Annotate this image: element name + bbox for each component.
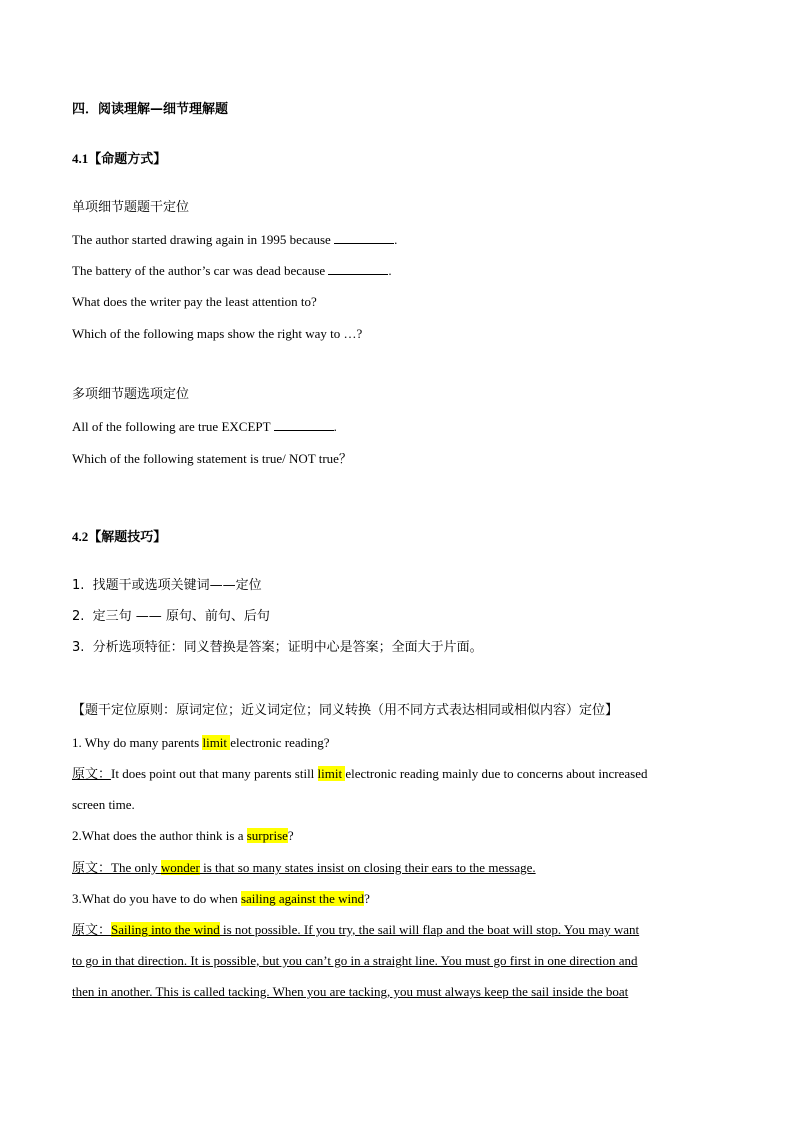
section-title: 四．阅读理解—细节理解题 — [72, 102, 229, 117]
answer-3-line-2: to go in that direction. It is possible, but you can’t go in a straight line. You must go first in one direction and — [72, 953, 638, 968]
answer-1-keyword: limit — [317, 766, 346, 781]
question-3-keyword: sailing against the wind — [240, 891, 365, 906]
section-4-2-title: 4.2【解题技巧】 — [72, 529, 167, 544]
question-3-text-end: ? — [364, 891, 370, 906]
answer-2-text: The only — [111, 860, 161, 875]
answer-3-keyword: Sailing into the wind — [111, 922, 220, 937]
question-2-text-end: ? — [287, 828, 294, 843]
answer-3-line-1 — [72, 921, 639, 940]
answer-blank — [328, 262, 388, 275]
original-text-label: 原文： — [72, 923, 112, 938]
answer-2 — [72, 859, 536, 878]
answer-blank — [334, 231, 394, 244]
single-item-1 — [72, 231, 397, 249]
answer-3-text: is not possible. If you try, the sail will flap and the boat will stop. You may want — [219, 922, 640, 937]
answer-1-text: It does point out that many parents still — [111, 766, 318, 781]
multi-item-1 — [72, 418, 337, 436]
answer-blank — [274, 418, 334, 431]
single-item-2-text: The battery of the author’s car was dead because — [72, 263, 326, 278]
single-item-4: Which of the following maps show the right way to …? — [72, 326, 363, 341]
single-detail-title: 单项细节题题干定位 — [72, 200, 190, 215]
tip-1-num: 1. — [72, 578, 85, 593]
single-item-2-tail: . — [388, 263, 392, 278]
answer-3-line-3: then in another. This is called tacking. When you are tacking, you must always keep the sail inside the boat — [72, 984, 629, 999]
locating-principle: 【题干定位原则：原词定位；近义词定位；同义转换（用不同方式表达相同或相似内容）定位】 — [72, 703, 619, 718]
question-3-text: 3.What do you have to do when — [72, 891, 241, 906]
multi-item-1-tail: . — [333, 419, 337, 434]
tip-2-num: 2. — [72, 609, 85, 624]
question-2-keyword: surprise — [246, 828, 288, 843]
multi-item-1-text: All of the following are true EXCEPT — [72, 419, 271, 434]
answer-1-line-2: screen time. — [72, 797, 135, 812]
answer-1-line-1 — [72, 765, 647, 784]
answer-1-text-end: electronic reading mainly due to concerns about increased — [345, 766, 648, 781]
single-item-1-text: The author started drawing again in 1995 because — [72, 232, 331, 247]
question-1-keyword: limit — [202, 735, 231, 750]
answer-2-keyword: wonder — [160, 860, 200, 875]
answer-2-text-end: is that so many states insist on closing their ears to the message. — [199, 860, 536, 875]
question-3 — [72, 890, 370, 908]
tip-1-text: 找题干或选项关键词——定位 — [92, 578, 262, 593]
section-4-1-title: 4.1【命题方式】 — [72, 151, 167, 166]
question-1-text: 1. Why do many parents — [72, 735, 203, 750]
single-item-2 — [72, 262, 392, 280]
single-item-1-tail: . — [394, 232, 398, 247]
question-2 — [72, 827, 294, 845]
multi-detail-title: 多项细节题选项定位 — [72, 387, 190, 402]
single-item-3: What does the writer pay the least attention to? — [72, 294, 317, 309]
tip-1 — [72, 577, 262, 595]
tip-2 — [72, 608, 270, 626]
original-text-label: 原文： — [72, 861, 112, 876]
tip-2-text: 定三句 —— 原句、前句、后句 — [92, 609, 270, 624]
multi-item-2: Which of the following statement is true/ NOT true？ — [72, 451, 352, 466]
original-text-label: 原文： — [72, 767, 112, 782]
question-2-text: 2.What does the author think is a — [72, 828, 247, 843]
tip-3 — [72, 639, 483, 657]
tip-3-num: 3. — [72, 640, 85, 655]
tip-3-text: 分析选项特征：同义替换是答案；证明中心是答案；全面大于片面。 — [92, 640, 483, 655]
question-1 — [72, 734, 330, 752]
question-1-text-end: electronic reading? — [230, 735, 330, 750]
